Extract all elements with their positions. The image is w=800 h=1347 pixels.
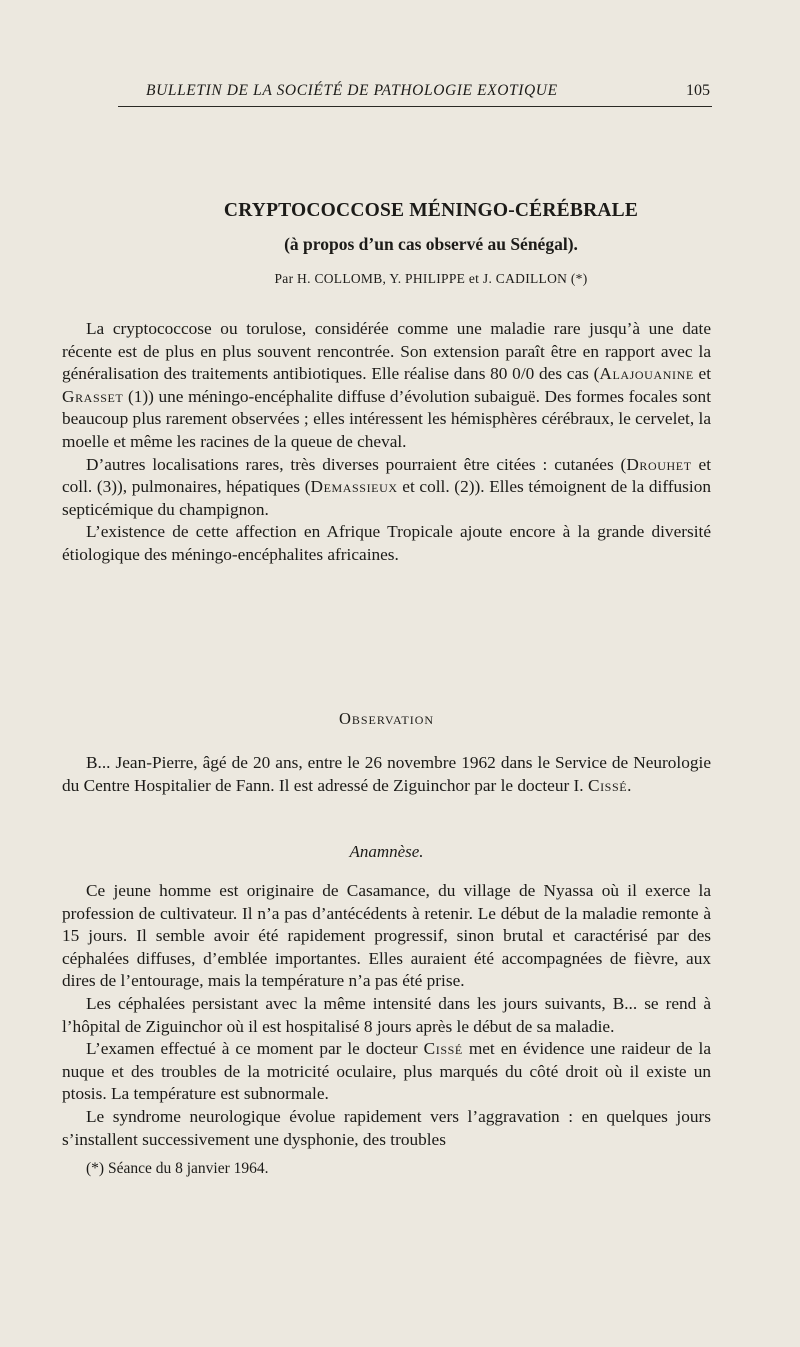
anamnese-section: [62, 880, 711, 1151]
section-heading-observation: Observation: [338, 709, 435, 728]
anamnese-paragraph-3: L’examen effectué à ce moment par le docteur Cissé met en évidence une raideur de la nuque et des troubles de la motricité oculaire, plus marqués du côté droit où il existe un ptosis. La température est subnormale.: [62, 1039, 712, 1104]
anamnese-paragraph-1: Ce jeune homme est originaire de Casamance, du village de Nyassa où il exerce la profession de cultivateur. Il n’a pas d’antécédents à retenir. Le début de la maladie remonte à 15 jours. Il semble avoir été rapidement progressif, sinon brutal et caractérisé par des céphalées diffuses, d’emblée importantes. Elles auraient été accompagnées de fièvre, aux dires de l’entourage, mais la température n’a pas été prise.: [62, 881, 711, 991]
author-reference: Cissé: [423, 1039, 463, 1059]
intro-paragraph-2: D’autres localisations rares, très diverses pourraient être citées : cutanées (Drouhet et coll. (3)), pulmonaires, hépatiques (Demassieux et coll. (2)). Elles témoignent de la diffusion septicémique du champignon.: [62, 454, 711, 519]
anamnese-paragraph-4: Le syndrome neurologique évolue rapidement vers l’aggravation : en quelques jours s’installent successivement une dysphonie, des troubles: [62, 1106, 711, 1149]
introduction: [62, 318, 711, 567]
running-head: [118, 80, 712, 107]
author-reference: Drouhet: [626, 454, 692, 474]
author-reference: Demassieux: [310, 477, 398, 497]
article-subtitle: (à propos d’un cas observé au Sénégal).: [284, 234, 578, 254]
author-reference: Grasset: [62, 386, 124, 406]
author-reference: Cissé: [587, 775, 628, 795]
intro-paragraph-1: La cryptococcose ou torulose, considérée comme une maladie rare jusqu’à une date récente est de plus en plus souvent rencontrée. Son extension paraît être en rapport avec la généralisation des traitements antibiotiques. Elle réalise dans 80 0/0 des cas (Alajouanine et Grasset (1)) une méningo-encéphalite diffuse d’évolution subaiguë. Des formes focales sont beaucoup plus rarement observées ; elles intéressent les hémisphères cérébraux, le cervelet, la moelle et même les racines de la queue de cheval.: [62, 319, 711, 451]
article-authors: Par H. COLLOMB, Y. PHILIPPE et J. CADILLON (*): [274, 271, 588, 286]
observation-section: [62, 752, 711, 797]
intro-paragraph-3: L’existence de cette affection en Afrique Tropicale ajoute encore à la grande diversité étiologique des méningo-encéphalites africaines.: [62, 522, 711, 564]
footnote: (*) Séance du 8 janvier 1964.: [86, 1160, 269, 1177]
subsection-heading-anamnese: Anamnèse.: [349, 842, 424, 861]
anamnese-paragraph-2: Les céphalées persistant avec la même intensité dans les jours suivants, B... se rend à l’hôpital de Ziguinchor où il est hospitalisé 8 jours après le début de sa maladie.: [62, 993, 711, 1036]
observation-paragraph: B... Jean-Pierre, âgé de 20 ans, entre le 26 novembre 1962 dans le Service de Neurologie du Centre Hospitalier de Fann. Il est adressé de Ziguinchor par le docteur I. Cissé.: [62, 753, 711, 795]
article-title: CRYPTOCOCCOSE MÉNINGO-CÉRÉBRALE: [223, 200, 639, 221]
journal-title: BULLETIN DE LA SOCIÉTÉ DE PATHOLOGIE EXOTIQUE: [146, 82, 558, 99]
author-reference: Alajouanine: [599, 364, 694, 384]
page-number: 105: [686, 82, 710, 99]
